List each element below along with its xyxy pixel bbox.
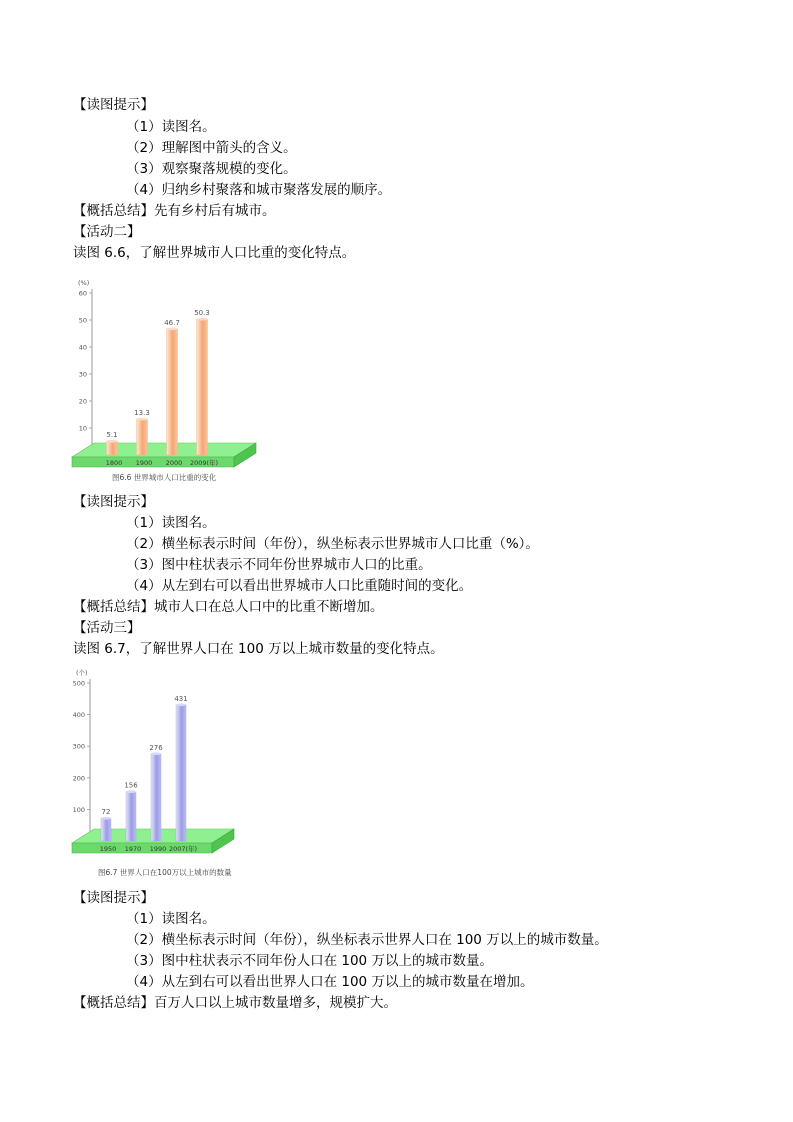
y-tick-label: 500 — [72, 679, 85, 688]
bar-1970 — [126, 792, 136, 841]
section-heading-read-tips: 【读图提示】 — [73, 97, 154, 113]
data-label: 156 — [124, 781, 138, 790]
bar-1990 — [151, 754, 161, 841]
y-tick-label: 20 — [78, 397, 87, 406]
tip-item: （1）读图名。 — [126, 911, 216, 927]
activity-heading: 【活动三】 — [73, 620, 141, 636]
tip-item: （3）图中柱状表示不同年份人口在 100 万以上的城市数量。 — [126, 953, 493, 969]
activity-intro: 读图 6.7，了解世界人口在 100 万以上城市数量的变化特点。 — [73, 641, 444, 657]
summary-text: 【概括总结】先有乡村后有城市。 — [73, 203, 276, 219]
x-tick-label: 1950 — [99, 845, 117, 853]
data-label: 276 — [149, 743, 163, 752]
activity-intro: 读图 6.6，了解世界城市人口比重的变化特点。 — [73, 245, 356, 261]
bar-2009 — [197, 319, 208, 455]
tip-item: （1）读图名。 — [126, 515, 216, 531]
chart-urban-ratio — [68, 276, 268, 486]
bar-cap — [151, 752, 161, 755]
y-tick-label: 50 — [78, 316, 87, 325]
bar-1800 — [107, 441, 118, 455]
tip-item: （2）横坐标表示时间（年份），纵坐标表示世界城市人口比重（%）。 — [126, 536, 539, 552]
data-label: 5.1 — [106, 431, 118, 440]
y-tick-label: 400 — [72, 711, 85, 720]
tip-item: （3）观察聚落规模的变化。 — [126, 161, 297, 177]
data-label: 50.3 — [194, 309, 210, 318]
tip-item: （2）理解图中箭头的含义。 — [126, 140, 297, 156]
y-tick-label: 60 — [78, 289, 87, 298]
data-label: 13.3 — [134, 409, 150, 418]
chart-million-cities — [68, 668, 248, 883]
bar-cap — [167, 328, 178, 331]
y-unit-label: (%) — [78, 279, 90, 287]
bar-1950 — [101, 818, 111, 841]
tip-item: （1）读图名。 — [126, 119, 216, 135]
chart-caption: 图6.7 世界人口在100万以上城市的数量 — [98, 868, 232, 877]
bar-2000 — [167, 329, 178, 455]
tip-item: （3）图中柱状表示不同年份世界城市人口的比重。 — [126, 557, 432, 573]
x-tick-label: 1990 — [149, 845, 167, 853]
bar-cap — [137, 418, 148, 421]
bar-2007 — [176, 705, 186, 841]
x-tick-label: 1970 — [124, 845, 142, 853]
section-heading-read-tips: 【读图提示】 — [73, 494, 154, 510]
x-tick-label: 2000 — [165, 459, 183, 467]
bar-cap — [176, 703, 186, 706]
y-unit-label: (个) — [76, 669, 88, 677]
y-tick-label: 10 — [78, 424, 87, 433]
section-heading-read-tips: 【读图提示】 — [73, 890, 154, 906]
summary-text: 【概括总结】百万人口以上城市数量增多，规模扩大。 — [73, 995, 397, 1011]
chart-caption: 图6.6 世界城市人口比重的变化 — [112, 473, 217, 482]
base-platform-top — [72, 443, 256, 457]
summary-text: 【概括总结】城市人口在总人口中的比重不断增加。 — [73, 599, 384, 615]
y-tick-label: 40 — [78, 343, 87, 352]
x-tick-label: 1800 — [105, 459, 123, 467]
tip-item: （4）从左到右可以看出世界人口在 100 万以上的城市数量在增加。 — [126, 974, 534, 990]
data-label: 431 — [174, 694, 188, 703]
bar-1900 — [137, 419, 148, 455]
activity-heading: 【活动二】 — [73, 224, 141, 240]
bar-cap — [101, 817, 111, 820]
data-label: 46.7 — [164, 318, 180, 327]
chart-urban-ratio-svg — [68, 276, 268, 486]
data-label: 72 — [101, 808, 111, 817]
y-tick-label: 200 — [72, 774, 85, 783]
x-tick-label: 2007(年) — [168, 845, 198, 853]
tip-item: （2）横坐标表示时间（年份），纵坐标表示世界人口在 100 万以上的城市数量。 — [126, 932, 608, 948]
y-tick-label: 100 — [72, 805, 85, 814]
bar-cap — [126, 790, 136, 793]
y-tick-label: 30 — [78, 370, 87, 379]
bar-cap — [197, 318, 208, 321]
x-tick-label: 1900 — [135, 459, 153, 467]
bar-cap — [107, 440, 118, 443]
tip-item: （4）归纳乡村聚落和城市聚落发展的顺序。 — [126, 182, 392, 198]
y-tick-label: 300 — [72, 742, 85, 751]
tip-item: （4）从左到右可以看出世界城市人口比重随时间的变化。 — [126, 578, 473, 594]
x-tick-label: 2009(年) — [189, 459, 219, 467]
chart-million-cities-svg — [68, 668, 248, 883]
